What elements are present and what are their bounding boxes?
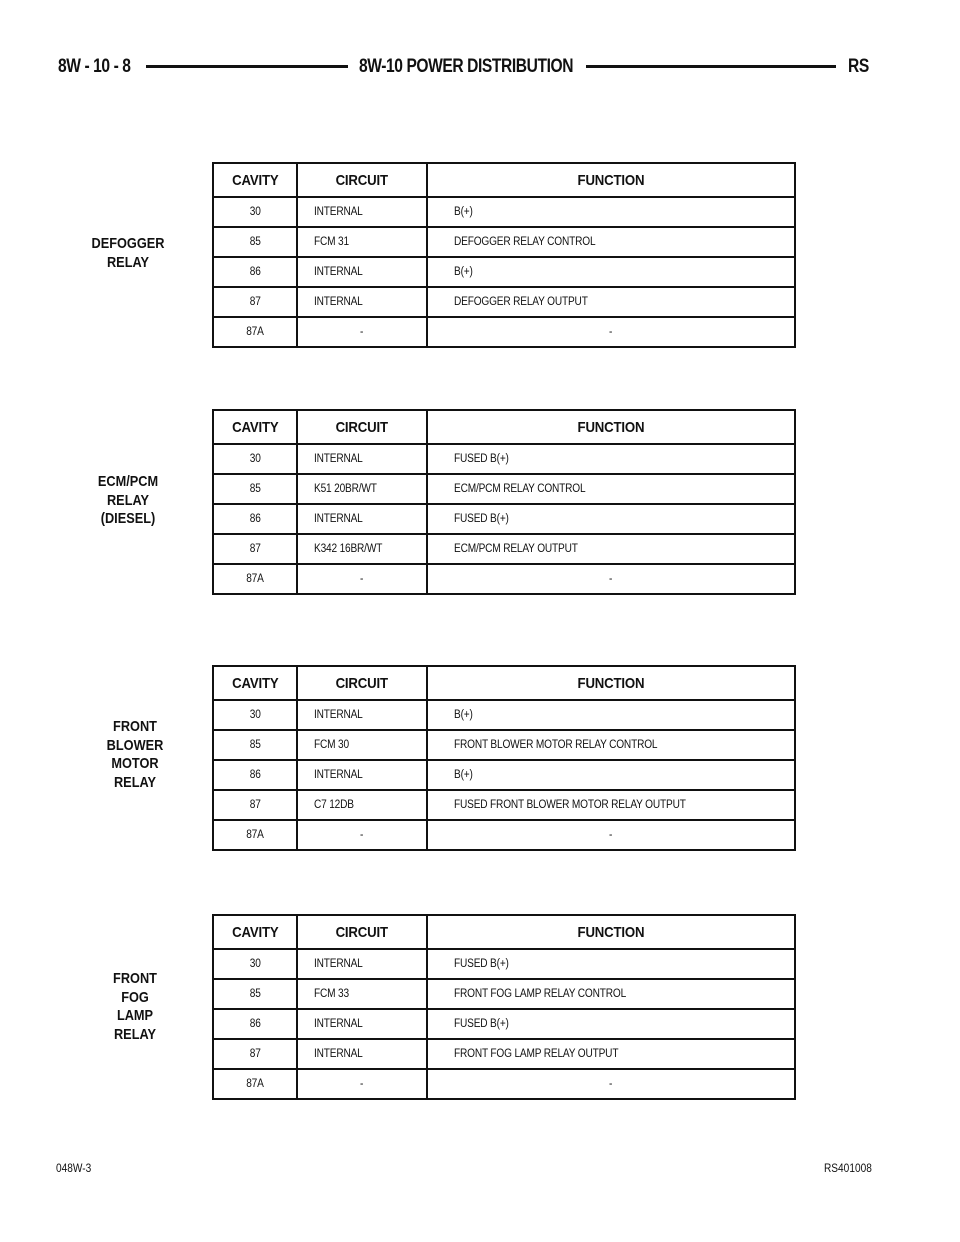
footer-document-code: RS401008	[824, 1163, 872, 1175]
column-header-circuit: CIRCUIT	[298, 164, 428, 196]
table-header-row	[214, 411, 794, 443]
function-cell: DEFOGGER RELAY OUTPUT	[454, 296, 588, 308]
table-row	[214, 316, 794, 346]
circuit-cell: -	[298, 821, 428, 849]
function-cell: FRONT FOG LAMP RELAY CONTROL	[454, 988, 627, 1000]
column-header-cavity: CAVITY	[214, 164, 298, 196]
cavity-cell: 85	[214, 731, 298, 759]
table-row	[214, 789, 794, 819]
circuit-cell: INTERNAL	[298, 1040, 428, 1068]
column-header-circuit: CIRCUIT	[298, 411, 428, 443]
table-row	[214, 226, 794, 256]
function-cell: B(+)	[454, 769, 473, 781]
table-row	[214, 1008, 794, 1038]
cavity-cell: 85	[214, 228, 298, 256]
relay-label-ecm-pcm: ECM/PCM RELAY (DIESEL)	[97, 473, 159, 527]
relay-label-defogger: DEFOGGER RELAY	[91, 235, 165, 271]
page-number: 8W - 10 - 8	[58, 56, 131, 77]
function-cell: B(+)	[454, 266, 473, 278]
table-row	[214, 563, 794, 593]
cavity-cell: 87A	[214, 565, 298, 593]
column-header-cavity: CAVITY	[214, 916, 298, 948]
circuit-cell: FCM 33	[298, 980, 428, 1008]
function-cell: FUSED B(+)	[454, 513, 509, 525]
column-header-function: FUNCTION	[577, 923, 645, 941]
table-row	[214, 503, 794, 533]
cavity-cell: 87	[214, 791, 298, 819]
column-header-function: FUNCTION	[577, 418, 645, 436]
function-cell: DEFOGGER RELAY CONTROL	[454, 236, 596, 248]
relay-label-front-fog-lamp: FRONT FOG LAMP RELAY	[113, 970, 157, 1043]
cavity-cell: 87	[214, 535, 298, 563]
cavity-table-defogger	[212, 162, 796, 348]
cavity-cell: 87	[214, 288, 298, 316]
cavity-cell: 30	[214, 950, 298, 978]
column-header-circuit: CIRCUIT	[298, 667, 428, 699]
cavity-cell: 30	[214, 445, 298, 473]
circuit-cell: INTERNAL	[298, 1010, 428, 1038]
circuit-cell: INTERNAL	[298, 258, 428, 286]
page-title: 8W-10 POWER DISTRIBUTION	[359, 56, 574, 77]
cavity-cell: 85	[214, 475, 298, 503]
column-header-circuit: CIRCUIT	[298, 916, 428, 948]
function-cell: FRONT FOG LAMP RELAY OUTPUT	[454, 1048, 619, 1060]
table-row	[214, 196, 794, 226]
cavity-cell: 86	[214, 761, 298, 789]
function-cell: B(+)	[454, 709, 473, 721]
function-cell: ECM/PCM RELAY OUTPUT	[454, 543, 578, 555]
function-cell: -	[609, 326, 613, 338]
circuit-cell: -	[298, 318, 428, 346]
table-row	[214, 1038, 794, 1068]
column-header-function: FUNCTION	[577, 674, 645, 692]
cavity-cell: 87	[214, 1040, 298, 1068]
footer-figure-code: 048W-3	[56, 1163, 92, 1175]
cavity-cell: 87A	[214, 1070, 298, 1098]
function-cell: FRONT BLOWER MOTOR RELAY CONTROL	[454, 739, 658, 751]
circuit-cell: -	[298, 1070, 428, 1098]
relay-label-front-blower-motor: FRONT BLOWER MOTOR RELAY	[106, 718, 164, 791]
column-header-cavity: CAVITY	[214, 411, 298, 443]
table-header-row	[214, 164, 794, 196]
cavity-cell: 86	[214, 505, 298, 533]
function-cell: -	[609, 573, 613, 585]
cavity-cell: 85	[214, 980, 298, 1008]
cavity-cell: 86	[214, 258, 298, 286]
circuit-cell: INTERNAL	[298, 505, 428, 533]
circuit-cell: INTERNAL	[298, 761, 428, 789]
table-row	[214, 286, 794, 316]
table-row	[214, 759, 794, 789]
circuit-cell: INTERNAL	[298, 288, 428, 316]
cavity-table-ecm-pcm	[212, 409, 796, 595]
table-row	[214, 948, 794, 978]
function-cell: FUSED B(+)	[454, 1018, 509, 1030]
table-header-row	[214, 916, 794, 948]
table-row	[214, 819, 794, 849]
function-cell: -	[609, 829, 613, 841]
column-header-cavity: CAVITY	[214, 667, 298, 699]
circuit-cell: K51 20BR/WT	[298, 475, 428, 503]
cavity-cell: 86	[214, 1010, 298, 1038]
circuit-cell: C7 12DB	[298, 791, 428, 819]
table-header-row	[214, 667, 794, 699]
cavity-cell: 87A	[214, 318, 298, 346]
cavity-table-front-blower-motor	[212, 665, 796, 851]
function-cell: FUSED FRONT BLOWER MOTOR RELAY OUTPUT	[454, 799, 686, 811]
function-cell: ECM/PCM RELAY CONTROL	[454, 483, 586, 495]
table-row	[214, 473, 794, 503]
circuit-cell: FCM 31	[298, 228, 428, 256]
circuit-cell: INTERNAL	[298, 198, 428, 226]
cavity-cell: 30	[214, 701, 298, 729]
table-row	[214, 1068, 794, 1098]
table-row	[214, 699, 794, 729]
circuit-cell: INTERNAL	[298, 445, 428, 473]
table-row	[214, 256, 794, 286]
header-rule-left	[146, 65, 348, 68]
header-rule-right	[586, 65, 836, 68]
table-row	[214, 443, 794, 473]
function-cell: B(+)	[454, 206, 473, 218]
column-header-function: FUNCTION	[577, 171, 645, 189]
function-cell: -	[609, 1078, 613, 1090]
table-row	[214, 533, 794, 563]
table-row	[214, 978, 794, 1008]
model-code: RS	[848, 56, 869, 77]
circuit-cell: INTERNAL	[298, 950, 428, 978]
cavity-table-front-fog-lamp	[212, 914, 796, 1100]
circuit-cell: FCM 30	[298, 731, 428, 759]
cavity-cell: 30	[214, 198, 298, 226]
circuit-cell: INTERNAL	[298, 701, 428, 729]
cavity-cell: 87A	[214, 821, 298, 849]
circuit-cell: K342 16BR/WT	[298, 535, 428, 563]
function-cell: FUSED B(+)	[454, 453, 509, 465]
circuit-cell: -	[298, 565, 428, 593]
page-header	[52, 52, 882, 82]
function-cell: FUSED B(+)	[454, 958, 509, 970]
table-row	[214, 729, 794, 759]
